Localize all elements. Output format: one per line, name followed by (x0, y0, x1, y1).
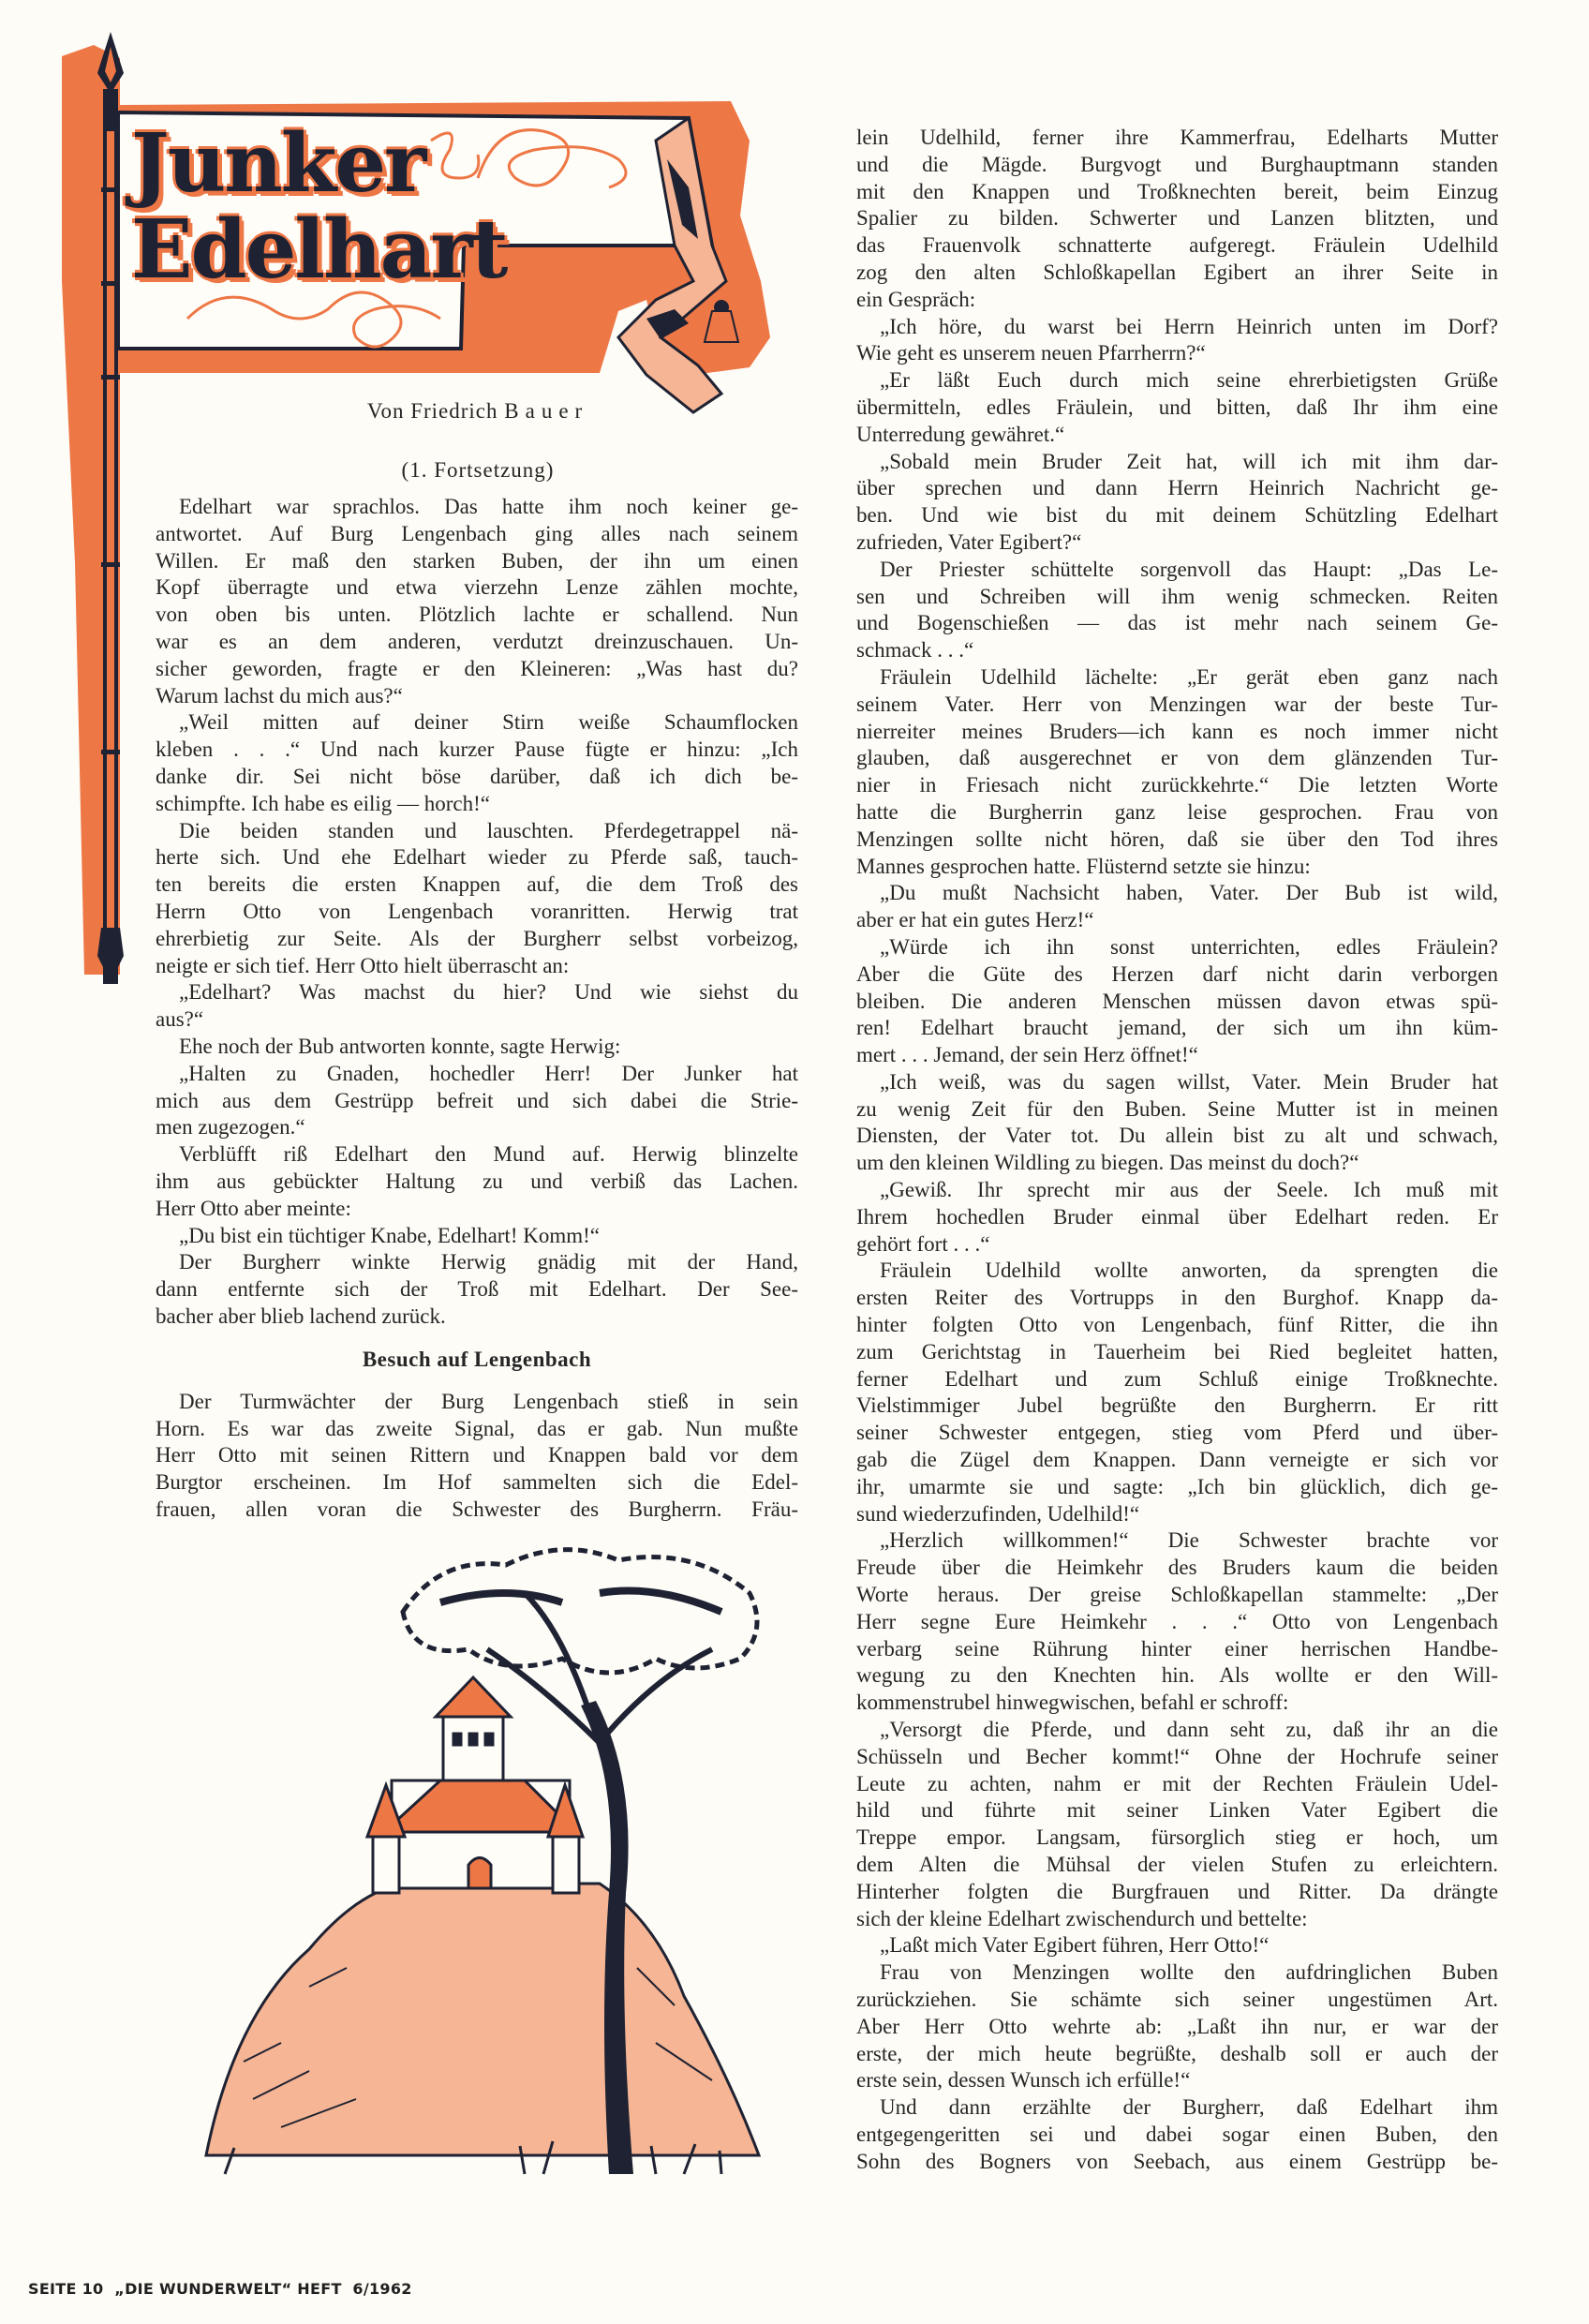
text-line: „Edelhart? Was machst du hier? Und wie siehst du (179, 980, 798, 1005)
text-line: Ehe noch der Bub antworten konnte, sagte Herwig: (179, 1034, 621, 1058)
byline (281, 399, 675, 424)
text-line: gab die Zügel dem Knappen. Dann verneigte er sich vor (856, 1448, 1498, 1472)
text-line: Verblüfft riß Edelhart den Mund auf. Herwig blinzelte (179, 1142, 798, 1167)
castle (367, 1677, 583, 1893)
text-line: „Versorgt die Pferde, und dann seht zu, daß ihr an die (880, 1718, 1498, 1742)
text-line: neigte er sich tief. Herr Otto hielt überrascht an: (156, 953, 570, 977)
text-line: Diensten, der Vater tot. Du allein bist zu alt und schwach, (856, 1124, 1498, 1148)
text-line: „Du mußt Nachsicht haben, Vater. Der Bub ist wild, (880, 881, 1498, 905)
text-line: Freude über die Heimkehr des Bruders kaum die beiden (856, 1556, 1498, 1580)
text-line: hild und führte mit seiner Linken Vater Egibert die (856, 1798, 1498, 1823)
left-text-column (156, 494, 798, 1524)
paragraph (856, 664, 1498, 880)
title-edelhart: Edelhart (131, 202, 507, 297)
text-line: danke dir. Sei nicht böse darüber, daß ich dich be- (156, 764, 798, 788)
text-line: verbarg seine Rührung hinter einer herrischen Handbe- (856, 1636, 1498, 1661)
text-line: sich der kleine Edelhart zwischendurch und bettelte: (856, 1906, 1308, 1930)
text-line: Wie geht es unserem neuen Pfarrherrn?“ (856, 341, 1206, 365)
text-line: ben. Und wie bist du mit deinem Schützling Edelhart (856, 503, 1498, 528)
text-line: das Frauenvolk schnatterte aufgeregt. Fräulein Udelhild (856, 233, 1498, 258)
text-line: und die Mägde. Burgvogt und Burghauptmann standen (856, 152, 1498, 176)
text-line: ehrerbietig zur Seite. Als der Burgherr selbst vorbeizog, (156, 926, 798, 950)
text-line: Mannes gesprochen hatte. Flüsternd setzte sie hinzu: (856, 854, 1311, 878)
text-line: um den kleinen Wildling zu biegen. Das meinst du doch?“ (856, 1151, 1359, 1175)
text-line: mert . . . Jemand, der sein Herz öffnet!“ (856, 1043, 1198, 1067)
text-line: „Ich höre, du warst bei Herrn Heinrich unten im Dorf? (880, 314, 1498, 338)
text-line: mich aus dem Gestrüpp befreit und sich dabei die Strie- (156, 1088, 798, 1112)
text-line: Herr segne Eure Heimkehr . . .“ Otto von Lengenbach (856, 1609, 1498, 1633)
paragraph (856, 2094, 1498, 2175)
text-line: über sprechen und dann Herrn Heinrich Nachricht ge- (856, 476, 1498, 500)
text-line: zum Gerichtstag in Tauerheim bei Ried begleitet hatten, (856, 1339, 1498, 1363)
paragraph (856, 1932, 1498, 1959)
text-line: aus?“ (156, 1007, 204, 1032)
text-line: aber er hat ein gutes Herz!“ (856, 908, 1094, 932)
text-line: „Würde ich ihn sonst unterrichten, edles Fräulein? (880, 934, 1498, 959)
text-line: ihm aus gebückter Haltung zu und verbiß das Lachen. (156, 1169, 798, 1193)
issue-label: HEFT (297, 2280, 342, 2298)
text-line: frauen, allen voran die Schwester des Burgherrn. Fräu- (156, 1497, 798, 1522)
text-line: hatte die Burgherrin ganz leise gesprochen. Frau von (856, 799, 1498, 824)
paragraph (156, 1389, 798, 1524)
text-line: Burgtor erscheinen. Im Hof sammelten sich die Edel- (156, 1470, 798, 1495)
hill (206, 1884, 759, 2155)
text-line: Fräulein Udelhild wollte anworten, da sprengten die (880, 1259, 1498, 1283)
text-line: schimpfte. Ich habe es eilig — horch!“ (156, 791, 491, 815)
text-line: kleben . . .“ Und nach kurzer Pause fügte er hinzu: „Ich (156, 737, 798, 762)
text-line: gehört fort . . .“ (856, 1231, 990, 1256)
paragraph (156, 1061, 798, 1141)
text-line: und Bogenschießen — das ist mehr nach seinem Ge- (856, 611, 1498, 635)
text-line: ren! Edelhart braucht jemand, der sich um ihn küm- (856, 1016, 1498, 1040)
text-line: men zugezogen.“ (156, 1115, 305, 1140)
text-line: Schüsseln und Becher kommt!“ Ohne der Hochrufe seiner (856, 1744, 1498, 1768)
text-line: Vielstimmiger Jubel begrüßte den Burgherrn. Er ritt (856, 1393, 1498, 1418)
text-line: nier in Friesach nicht zurückkehrte.“ Die letzten Worte (856, 773, 1498, 797)
text-line: Unterredung gewähret.“ (856, 422, 1065, 446)
text-line: Fräulein Udelhild lächelte: „Er gerät eben ganz nach (880, 664, 1498, 689)
text-line: Willen. Er maß den starken Buben, der ihn um einen (156, 548, 798, 573)
paragraph (156, 1141, 798, 1222)
text-line: entgegengeritten sei und dabei sogar einen Buben, den (856, 2122, 1498, 2146)
text-line: mit den Knappen und Troßknechten bereit, beim Einzug (856, 179, 1498, 203)
text-line: „Du bist ein tüchtiger Knabe, Edelhart! Komm!“ (179, 1223, 600, 1247)
text-line: ten bereits die ersten Knappen auf, die dem Troß des (156, 872, 798, 897)
paragraph (856, 1258, 1498, 1527)
paragraph (856, 125, 1498, 314)
text-line: Der Turmwächter der Burg Lengenbach stieß in sein (179, 1389, 798, 1413)
text-line: Spalier zu bilden. Schwerter und Lanzen blitzten, und (856, 206, 1498, 231)
text-line: Frau von Menzingen wollte den aufdringlichen Buben (880, 1960, 1498, 1985)
issue-number: 6/1962 (352, 2280, 412, 2298)
text-line: Die beiden standen und lauschten. Pferdegetrappel nä- (179, 818, 798, 842)
text-line: Der Burgherr winkte Herwig gnädig mit der Hand, (179, 1250, 798, 1274)
text-line: ferner Edelhart und zum Schluß einige Troßknechte. (856, 1366, 1498, 1391)
text-line: „Gewiß. Ihr sprecht mir aus der Seele. Ich muß mit (880, 1178, 1498, 1202)
sequel-note: (1. Fortsetzung) (401, 458, 555, 482)
text-line: zog den alten Schloßkapellan Egibert an ihrer Seite in (856, 260, 1498, 284)
text-line: Horn. Es war das zweite Signal, das er gab. Nun mußte (156, 1416, 798, 1440)
text-line: kommenstrubel hinwegwischen, befahl er schroff: (856, 1691, 1289, 1715)
text-line: zu wenig Zeit für den Buben. Seine Mutter ist in meinen (856, 1096, 1498, 1121)
text-line: Leute zu achten, nahm er mit der Rechten Fräulein Udel- (856, 1771, 1498, 1795)
text-line: ersten Reiter des Vortrupps in den Burghof. Knapp da- (856, 1286, 1498, 1310)
text-line: erste sein, dessen Wunsch ich erfülle!“ (856, 2068, 1191, 2093)
text-line: bleiben. Die anderen Menschen müssen davon etwas spü- (856, 989, 1498, 1013)
text-line: „Halten zu Gnaden, hochedler Herr! Der Junker hat (179, 1061, 798, 1085)
paragraph (156, 709, 798, 817)
paragraph (856, 314, 1498, 368)
text-line: dem Alten die Mühsal der vielen Stufen zu erleichtern. (856, 1853, 1498, 1876)
text-line: „Laßt mich Vater Egibert führen, Herr Otto!“ (880, 1933, 1270, 1958)
text-line: Und dann erzählte der Burgherr, daß Edelhart ihm (880, 2095, 1498, 2120)
text-line: „Herzlich willkommen!“ Die Schwester brachte vor (880, 1528, 1498, 1553)
text-line: glauben, daß ausgerechnet er von dem glänzenden Tur- (856, 746, 1498, 770)
text-line: Ihrem hochedlen Bruder einmal über Edelhart reden. Er (856, 1204, 1498, 1229)
text-line: seinem Vater. Herr von Menzingen war der beste Tur- (856, 692, 1498, 716)
paragraph (856, 1069, 1498, 1177)
paragraph (856, 449, 1498, 557)
paragraph (856, 1959, 1498, 2094)
text-line: dann entfernte sich der Troß mit Edelhart. Der See- (156, 1277, 798, 1302)
text-line: ihr, umarmte sie und sagte: „Ich bin glücklich, dich ge- (856, 1474, 1498, 1498)
text-line: sicher geworden, fragte er den Kleineren: „Was hast du? (156, 656, 798, 680)
text-line: sen und Schreiben will ihm wenig schmecken. Reiten (856, 584, 1498, 608)
text-line: Der Priester schüttelte sorgenvoll das Haupt: „Das Le- (880, 557, 1498, 581)
text-line: Herr Otto aber meinte: (156, 1196, 351, 1220)
text-line: Aber Herr Otto wehrte ab: „Laßt ihn nur, er war der (856, 2014, 1498, 2038)
title-junker: Junker (131, 116, 425, 211)
text-line: „Ich weiß, was du sagen willst, Vater. Mein Bruder hat (880, 1069, 1498, 1094)
text-line: Warum lachst du mich aus?“ (156, 683, 403, 708)
text-line: nierreiter meines Bruders—ich kann es noch immer nicht (856, 719, 1498, 743)
paragraph (856, 367, 1498, 448)
text-line: sund wiederzufinden, Udelhild!“ (856, 1501, 1140, 1526)
page-number: SEITE 10 (28, 2280, 104, 2298)
text-line: zurückziehen. Sie schämte sich seiner ungestümen Art. (856, 1987, 1498, 2011)
text-line: „Weil mitten auf deiner Stirn weiße Schaumflocken (179, 710, 798, 735)
byline-prefix: Von Friedrich (366, 399, 498, 423)
paragraph (156, 818, 798, 980)
text-line: „Sobald mein Bruder Zeit hat, will ich mit ihm dar- (880, 449, 1498, 473)
text-line: Aber die Güte des Herzen darf nicht darin verborgen (856, 961, 1498, 986)
right-text-column (856, 125, 1498, 2176)
text-line: erste, der mich heute begrüßte, deshalb soll er auch der (856, 2041, 1498, 2065)
paragraph (856, 1177, 1498, 1258)
page-footer (28, 2280, 412, 2298)
paragraph (156, 1223, 798, 1250)
text-line: Hinterher folgten die Burgfrauen und Ritter. Da drängte (856, 1879, 1498, 1903)
text-line: seiner Schwester entgegen, stieg vom Pferd und über- (856, 1421, 1498, 1445)
text-line: zufrieden, Vater Egibert?“ (856, 529, 1082, 554)
text-line: Herrn Otto von Lengenbach voranritten. Herwig trat (156, 899, 798, 923)
text-line: von oben bis unten. Plötzlich lachte er schallend. Nun (156, 603, 798, 627)
text-line: Sohn des Bogners von Seebach, aus einem Gestrüpp be- (856, 2149, 1498, 2173)
text-line: Menzingen sollte nicht hören, daß sie über den Tod ihres (856, 827, 1498, 851)
text-line: hinter folgten Otto von Lengenbach, fünf Ritter, die ihn (856, 1313, 1498, 1337)
text-line: Herr Otto mit seinen Rittern und Knappen bald vor dem (156, 1443, 798, 1467)
text-line: schmack . . .“ (856, 638, 974, 663)
text-line: ein Gespräch: (856, 287, 976, 311)
text-line: wegung zu den Knechten hin. Als wollte er den Will- (856, 1663, 1498, 1688)
paragraph (856, 1717, 1498, 1932)
text-line: Treppe empor. Langsam, fürsorglich stieg er hoch, um (856, 1825, 1498, 1850)
paragraph (856, 557, 1498, 664)
text-line: herte sich. Und ehe Edelhart wieder zu Pferde saß, tauch- (156, 845, 798, 870)
paragraph (156, 494, 798, 709)
paragraph (856, 880, 1498, 934)
text-line: übermitteln, edles Fräulein, und bitten, daß Ihr ihm eine (856, 395, 1498, 419)
text-line: lein Udelhild, ferner ihre Kammerfrau, Edelharts Mutter (856, 126, 1498, 149)
castle-illustration (187, 1527, 778, 2183)
paragraph (856, 934, 1498, 1069)
paragraph (156, 1034, 798, 1061)
magazine-name: „DIE WUNDERWELT“ (114, 2280, 292, 2298)
text-line: Kopf überragte und etwa vierzehn Lenze zählen mochte, (156, 575, 798, 600)
section-heading: Besuch auf Lengenbach (362, 1347, 592, 1371)
text-line: bacher aber blieb lachend zurück. (156, 1304, 446, 1328)
paragraph (156, 1249, 798, 1330)
text-line: antwortet. Auf Burg Lengenbach ging alles nach seinem (156, 521, 798, 545)
text-line: „Er läßt Euch durch mich seine ehrerbietigsten Grüße (880, 368, 1498, 393)
text-line: war es an dem anderen, verdutzt dreinzuschauen. Un- (156, 629, 798, 653)
paragraph (156, 979, 798, 1034)
paragraph (856, 1527, 1498, 1717)
author-name: Bauer (504, 399, 589, 423)
text-line: Worte heraus. Der greise Schloßkapellan stammelte: „Der (856, 1583, 1498, 1607)
text-line: Edelhart war sprachlos. Das hatte ihm noch keiner ge- (179, 495, 798, 518)
